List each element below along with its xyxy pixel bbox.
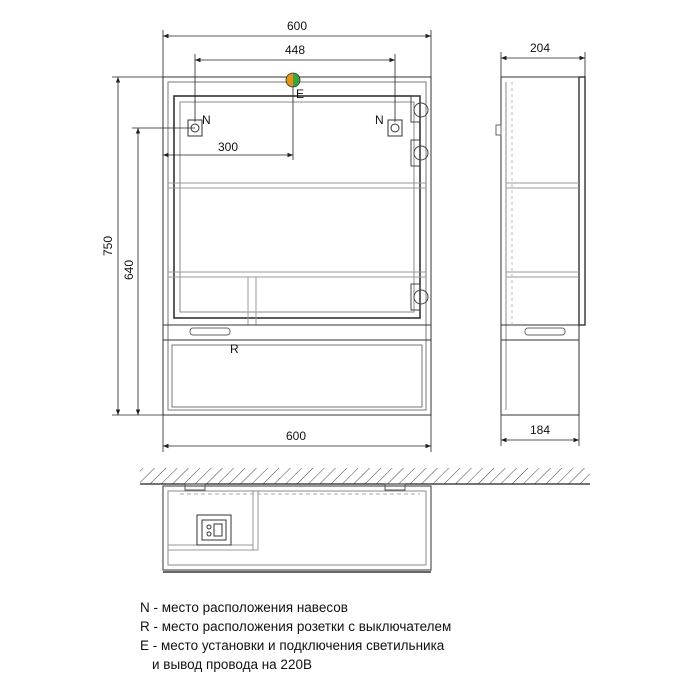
legend-lamp: E - место установки и подключения светильника <box>140 638 445 653</box>
socket-icon <box>197 515 231 545</box>
hanger-right-bracket <box>388 120 402 136</box>
top-view-body <box>163 486 431 570</box>
side-view <box>496 77 585 415</box>
hanger-left-label: N <box>202 113 211 127</box>
top-view <box>140 468 590 572</box>
legend-lamp-continued: и вывод провода на 220В <box>152 657 312 672</box>
dim-hole-spacing: 448 <box>284 43 306 57</box>
front-view <box>163 77 431 415</box>
mirror-door <box>174 96 420 318</box>
dim-front-width-top: 600 <box>286 19 308 33</box>
front-dimension-lines <box>112 30 431 452</box>
side-mirror-door <box>579 77 585 325</box>
dim-offset-horizontal: 300 <box>217 140 239 154</box>
side-dimension-lines <box>501 52 585 446</box>
dim-total-height: 750 <box>101 235 115 257</box>
wall-hatch <box>140 468 590 484</box>
socket-label: R <box>230 342 239 356</box>
hanger-right-label: N <box>375 113 384 127</box>
legend-socket: R - место расположения розетки с выключателем <box>140 619 452 634</box>
side-body <box>501 77 579 415</box>
lamp-point-icon <box>286 73 300 87</box>
dim-front-width-bottom: 600 <box>285 429 307 443</box>
legend-hanger: N - место расположения навесов <box>140 600 348 615</box>
dim-depth-bottom: 184 <box>529 423 551 437</box>
dim-mirror-height: 640 <box>122 259 136 281</box>
lamp-label: E <box>296 87 305 101</box>
dim-depth-top: 204 <box>529 41 551 55</box>
legend <box>140 598 570 674</box>
